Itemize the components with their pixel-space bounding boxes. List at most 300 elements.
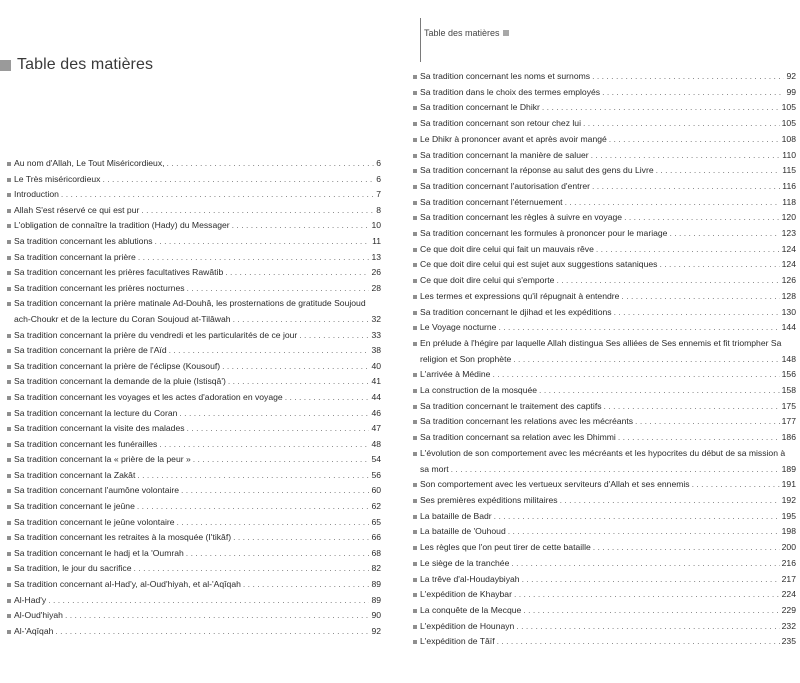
toc-page-number: 65 (371, 516, 381, 527)
toc-entry[interactable] (7, 593, 381, 609)
toc-entry-line (14, 250, 381, 266)
toc-entry-title: L'arrivée à Médine (420, 369, 491, 380)
toc-page-number: 116 (782, 180, 796, 191)
bullet-square-icon (413, 295, 417, 299)
toc-page-number: 115 (782, 165, 796, 176)
bullet-square-icon (7, 458, 11, 462)
toc-entry-line (14, 468, 381, 484)
dot-leader (492, 367, 779, 383)
bullet-square-icon (413, 640, 417, 644)
toc-entry-title: La bataille de Badr (420, 510, 492, 521)
toc-entry[interactable] (413, 179, 796, 195)
toc-entry[interactable] (413, 69, 796, 85)
toc-entry[interactable] (413, 572, 796, 588)
bullet-square-icon (7, 567, 11, 571)
dot-leader (186, 546, 370, 562)
dot-leader (609, 132, 780, 148)
toc-page-number: 47 (371, 423, 381, 434)
dot-leader (138, 250, 370, 266)
toc-entry-line (14, 172, 381, 188)
toc-entry[interactable] (7, 172, 381, 188)
toc-entry[interactable] (413, 399, 796, 415)
toc-page-number: 124 (781, 259, 796, 270)
toc-page-number: 224 (781, 589, 796, 600)
toc-page-number: 123 (781, 228, 796, 239)
toc-entry[interactable] (7, 281, 381, 297)
bullet-square-icon (413, 530, 417, 534)
toc-page-number: 62 (371, 501, 381, 512)
bullet-square-icon (7, 302, 11, 306)
toc-entry-title: La construction de la mosquée (420, 385, 538, 396)
dot-leader (299, 328, 369, 344)
toc-entry-title: Sa tradition concernant la visite des malades (14, 423, 185, 434)
dot-leader (621, 289, 779, 305)
toc-entry[interactable] (413, 195, 796, 211)
toc-entry-title: Le Dhikr à prononcer avant et après avoir mangé (420, 133, 607, 144)
toc-entry[interactable] (413, 148, 796, 164)
bullet-square-icon (413, 311, 417, 315)
toc-page-number: 108 (781, 133, 796, 144)
bullet-square-icon (7, 178, 11, 182)
bullet-square-icon (413, 154, 417, 158)
toc-page-number: 144 (781, 322, 796, 333)
toc-entry-title: Sa tradition concernant la lecture du Coran (14, 407, 178, 418)
dot-leader (494, 509, 780, 525)
dot-leader (669, 226, 779, 242)
toc-entry[interactable] (413, 226, 796, 242)
dot-leader (285, 390, 370, 406)
toc-page-number: 99 (786, 86, 796, 97)
toc-page-number: 156 (781, 369, 796, 380)
toc-entry-line (420, 556, 796, 572)
toc-entry-line (14, 390, 381, 406)
toc-page-number: 66 (371, 532, 381, 543)
bullet-square-icon (413, 593, 417, 597)
running-header-text: Table des matières (424, 28, 500, 38)
toc-page-number: 110 (782, 149, 796, 160)
toc-entry[interactable] (7, 406, 381, 422)
toc-list-right (413, 69, 796, 650)
toc-entry-line (14, 218, 381, 234)
toc-entry-line (14, 312, 381, 328)
dot-leader (635, 414, 780, 430)
dot-leader (134, 561, 370, 577)
toc-entry-title: Sa tradition concernant les retraites à la mosquée (I'tikâf) (14, 532, 232, 543)
toc-entry[interactable] (413, 603, 796, 619)
toc-entry-title: Introduction (14, 189, 59, 200)
toc-entry[interactable] (7, 577, 381, 593)
toc-entry[interactable] (7, 515, 381, 531)
toc-page-number: 41 (371, 376, 381, 387)
toc-entry-title: Sa tradition dans le choix des termes employés (420, 86, 601, 97)
bullet-square-icon (413, 420, 417, 424)
toc-page-number: 6 (376, 158, 381, 168)
toc-entry-line (420, 383, 796, 399)
bullet-square-icon (413, 389, 417, 393)
toc-page-number: 54 (371, 454, 381, 465)
toc-entry[interactable] (7, 187, 381, 203)
toc-page-number: 124 (781, 243, 796, 254)
toc-entry[interactable] (413, 163, 796, 179)
dot-leader (511, 556, 779, 572)
bullet-square-icon (7, 349, 11, 353)
toc-entry[interactable] (413, 305, 796, 321)
toc-entry-title: Sa tradition concernant al-Had'y, al-Oud'hiyah, et al-'Aqîqah (14, 579, 241, 590)
toc-entry-line (420, 414, 796, 430)
toc-entry-title: Au nom d'Allah, Le Tout Miséricordieux, (14, 158, 165, 168)
bullet-square-icon (413, 248, 417, 252)
bullet-square-icon (7, 193, 11, 197)
toc-entry-title: Sa tradition concernant le djihad et les expéditions (420, 306, 612, 317)
toc-entry-title: Sa tradition concernant les funérailles (14, 438, 158, 449)
toc-entry-title: Sa tradition concernant les relations avec les mécréants (420, 416, 634, 427)
toc-entry-title: Sa tradition concernant la Zakât (14, 469, 136, 480)
toc-entry-title: Sa tradition concernant la manière de saluer (420, 149, 589, 160)
toc-page-number: 105 (781, 102, 796, 113)
toc-entry-title-continuation: ach-Choukr et de la lecture du Coran Soujoud at-Tilâwah (14, 313, 231, 324)
bullet-square-icon (413, 185, 417, 189)
dot-leader (137, 468, 369, 484)
toc-entry-title: Sa tradition concernant le Dhikr (420, 102, 540, 113)
toc-entry[interactable] (7, 296, 381, 327)
toc-page-number: 7 (376, 189, 381, 200)
bullet-square-icon (413, 515, 417, 519)
toc-entry-title: Sa tradition concernant sa relation avec les Dhimmi (420, 432, 616, 443)
toc-entry[interactable] (7, 437, 381, 453)
toc-entry[interactable] (7, 156, 381, 172)
dot-leader (523, 603, 779, 619)
dot-leader (614, 305, 780, 321)
toc-entry-line (420, 399, 796, 415)
toc-entry-line (14, 328, 381, 344)
right-page (408, 0, 800, 683)
toc-entry[interactable] (413, 540, 796, 556)
toc-entry[interactable] (7, 499, 381, 515)
toc-entry[interactable] (7, 203, 381, 219)
toc-entry-title: Al-Had'y (14, 594, 47, 605)
toc-entry[interactable] (7, 546, 381, 562)
toc-entry-title: Sa tradition concernant l'aumône volontaire (14, 485, 180, 496)
toc-entry[interactable] (7, 624, 381, 640)
bullet-square-icon (7, 271, 11, 275)
toc-entry-line (420, 587, 796, 603)
toc-entry-line (420, 540, 796, 556)
toc-entry-title: Sa tradition concernant la prière de l'Aïd (14, 345, 167, 356)
dot-leader (596, 242, 780, 258)
toc-entry-line (420, 132, 796, 148)
dot-leader (159, 437, 369, 453)
dot-leader (243, 577, 370, 593)
toc-entry-line (420, 352, 796, 368)
dot-leader (187, 421, 370, 437)
bullet-square-icon (7, 427, 11, 431)
toc-list-left (7, 156, 381, 639)
toc-entry-title: Ce que doit dire celui qui fait un mauvais rêve (420, 243, 594, 254)
toc-entry-title: Les termes et expressions qu'il répugnait à entendre (420, 290, 620, 301)
toc-entry[interactable] (7, 234, 381, 250)
toc-entry-title: Son comportement avec les vertueux serviteurs d'Allah et ses ennemis (420, 479, 690, 490)
page-title-text: Table des matières (17, 56, 154, 73)
bullet-square-icon (413, 483, 417, 487)
toc-page-number: 38 (371, 345, 381, 356)
toc-page-number: 92 (371, 625, 381, 636)
bullet-square-icon (413, 436, 417, 440)
toc-entry[interactable] (413, 242, 796, 258)
dot-leader (656, 163, 781, 179)
toc-page-number: 191 (781, 479, 796, 490)
toc-page-number: 175 (781, 400, 796, 411)
dot-leader (542, 100, 780, 116)
toc-entry-line (420, 572, 796, 588)
toc-entry[interactable] (413, 634, 796, 650)
toc-page-number: 26 (371, 267, 381, 278)
toc-entry-line (14, 234, 381, 250)
toc-entry[interactable] (7, 343, 381, 359)
dot-leader (233, 530, 369, 546)
dot-leader (232, 218, 370, 234)
dot-leader (514, 587, 780, 603)
toc-entry-line (420, 273, 796, 289)
toc-entry[interactable] (7, 468, 381, 484)
toc-entry[interactable] (413, 367, 796, 383)
toc-entry-title: Sa tradition concernant le traitement des captifs (420, 400, 602, 411)
toc-entry[interactable] (413, 85, 796, 101)
toc-entry-line (14, 187, 381, 203)
toc-entry-title: Les règles que l'on peut tirer de cette bataille (420, 542, 591, 553)
toc-entry-title: Sa tradition concernant son retour chez lui (420, 118, 581, 129)
toc-entry[interactable] (413, 383, 796, 399)
dot-leader (55, 624, 369, 640)
dot-leader (593, 540, 780, 556)
bullet-square-icon (413, 625, 417, 629)
toc-entry[interactable] (413, 414, 796, 430)
toc-entry[interactable] (413, 289, 796, 305)
toc-page-number: 6 (376, 173, 381, 184)
toc-page-number: 186 (781, 432, 796, 443)
header-square-marker (503, 30, 509, 36)
dot-leader (583, 116, 780, 132)
bullet-square-icon (7, 365, 11, 369)
toc-entry[interactable] (413, 100, 796, 116)
dot-leader (177, 515, 370, 531)
toc-entry-line (420, 257, 796, 273)
toc-entry[interactable] (413, 587, 796, 603)
toc-entry[interactable] (7, 250, 381, 266)
bullet-square-icon (7, 599, 11, 603)
bullet-square-icon (7, 334, 11, 338)
bullet-square-icon (413, 578, 417, 582)
dot-leader (169, 343, 370, 359)
toc-entry[interactable] (7, 374, 381, 390)
toc-entry[interactable] (7, 561, 381, 577)
toc-entry-line (420, 493, 796, 509)
left-page (0, 0, 390, 683)
toc-entry-title: Sa tradition concernant la prière du vendredi et les particularités de ce jour (14, 329, 298, 340)
toc-entry[interactable] (413, 336, 796, 367)
bullet-square-icon (413, 263, 417, 267)
toc-entry-line (420, 163, 796, 179)
bullet-square-icon (413, 452, 417, 456)
toc-entry-line (14, 499, 381, 515)
toc-entry-line (420, 619, 796, 635)
toc-entry[interactable] (413, 273, 796, 289)
dot-leader (193, 452, 370, 468)
toc-page-number: 8 (376, 204, 381, 215)
toc-entry[interactable] (7, 421, 381, 437)
toc-entry-line (420, 634, 796, 650)
toc-page-number: 128 (781, 290, 796, 301)
toc-entry-line (420, 226, 796, 242)
bullet-square-icon (413, 405, 417, 409)
bullet-square-icon (413, 499, 417, 503)
toc-entry[interactable] (413, 116, 796, 132)
dot-leader (155, 234, 371, 250)
toc-entry-line (14, 265, 381, 281)
toc-entry[interactable] (7, 483, 381, 499)
toc-page-number: 48 (371, 438, 381, 449)
toc-entry[interactable] (7, 328, 381, 344)
dot-leader (604, 399, 780, 415)
toc-entry-title: Ses premières expéditions militaires (420, 494, 558, 505)
dot-leader (560, 493, 780, 509)
toc-entry-line (14, 483, 381, 499)
dot-leader (65, 608, 370, 624)
dot-leader (225, 265, 369, 281)
toc-page-number: 92 (786, 71, 796, 81)
toc-entry[interactable] (413, 320, 796, 336)
toc-entry-line (14, 593, 381, 609)
toc-entry[interactable] (7, 218, 381, 234)
bullet-square-icon (7, 536, 11, 540)
toc-entry[interactable] (7, 530, 381, 546)
toc-page-number: 44 (371, 391, 381, 402)
toc-entry-title: L'expédition de Khaybar (420, 589, 512, 600)
toc-page-number: 40 (371, 360, 381, 371)
toc-entry[interactable] (413, 509, 796, 525)
dot-leader (539, 383, 780, 399)
bullet-square-icon (413, 91, 417, 95)
toc-entry-title: Allah S'est réservé ce qui est pur (14, 204, 140, 215)
bullet-square-icon (413, 138, 417, 142)
toc-entry-line (14, 421, 381, 437)
bullet-square-icon (7, 412, 11, 416)
bullet-square-icon (7, 396, 11, 400)
toc-entry[interactable] (7, 265, 381, 281)
toc-entry-title: Le Voyage nocturne (420, 322, 497, 333)
toc-page-number: 11 (372, 235, 381, 246)
page-title (0, 56, 153, 74)
dot-leader (228, 374, 370, 390)
toc-entry[interactable] (413, 477, 796, 493)
dot-leader (618, 430, 780, 446)
bullet-square-icon (413, 279, 417, 283)
header-rule (420, 18, 421, 62)
bullet-square-icon (7, 380, 11, 384)
bullet-square-icon (7, 474, 11, 478)
dot-leader (48, 593, 369, 609)
toc-entry-title: Sa tradition concernant les ablutions (14, 235, 153, 246)
bullet-square-icon (413, 216, 417, 220)
toc-entry[interactable] (413, 524, 796, 540)
toc-page-number: 56 (371, 469, 381, 480)
toc-entry[interactable] (7, 608, 381, 624)
toc-entry[interactable] (413, 556, 796, 572)
toc-entry-title: Sa tradition concernant la prière (14, 251, 136, 262)
dot-leader (179, 406, 369, 422)
toc-entry[interactable] (413, 257, 796, 273)
dot-leader (592, 179, 780, 195)
toc-entry-title: La trêve d'al-Houdaybiyah (420, 573, 520, 584)
toc-entry[interactable] (7, 390, 381, 406)
toc-entry-title: Sa tradition concernant le hadj et la 'Oumrah (14, 547, 184, 558)
dot-leader (187, 281, 370, 297)
toc-page-number: 33 (371, 329, 381, 340)
toc-entry[interactable] (7, 452, 381, 468)
toc-entry[interactable] (413, 430, 796, 446)
dot-leader (61, 187, 374, 203)
toc-entry[interactable] (413, 132, 796, 148)
toc-entry[interactable] (413, 446, 796, 477)
bullet-square-icon (413, 169, 417, 173)
dot-leader (659, 257, 779, 273)
toc-entry[interactable] (413, 619, 796, 635)
toc-entry-title: La conquête de la Mecque (420, 604, 522, 615)
dot-leader (497, 634, 780, 650)
toc-entry-title: Ce que doit dire celui qui s'emporte (420, 275, 555, 286)
bullet-square-icon (413, 342, 417, 346)
toc-page-number: 68 (371, 547, 381, 558)
toc-entry-line (14, 546, 381, 562)
toc-entry-line (420, 179, 796, 195)
bullet-square-icon (413, 562, 417, 566)
toc-page-number: 60 (371, 485, 381, 496)
toc-entry-line (14, 437, 381, 453)
bullet-square-icon (7, 630, 11, 634)
toc-entry-line (420, 69, 796, 85)
dot-leader (516, 619, 779, 635)
toc-entry-title: L'expédition de Tâïf (420, 636, 495, 647)
toc-page-number: 46 (371, 407, 381, 418)
toc-entry-title: Sa tradition concernant les prières nocturnes (14, 282, 185, 293)
toc-entry-line (14, 406, 381, 422)
dot-leader (513, 352, 779, 368)
dot-leader (602, 85, 784, 101)
bullet-square-icon (7, 505, 11, 509)
toc-entry-line (420, 195, 796, 211)
dot-leader (233, 312, 370, 328)
toc-entry-line (420, 100, 796, 116)
toc-page-number: 177 (781, 416, 796, 427)
dot-leader (167, 156, 375, 172)
toc-entry[interactable] (413, 210, 796, 226)
bullet-square-icon (7, 224, 11, 228)
toc-entry-line (420, 85, 796, 101)
toc-page-number: 217 (781, 573, 796, 584)
toc-page-number: 189 (781, 463, 796, 474)
dot-leader (556, 273, 779, 289)
toc-entry-line (14, 359, 381, 375)
toc-entry-title: L'obligation de connaître la tradition (Hady) du Messager (14, 220, 230, 231)
dot-leader (591, 148, 781, 164)
toc-entry-line (420, 320, 796, 336)
toc-entry[interactable] (413, 493, 796, 509)
toc-entry-title: Ce que doit dire celui qui est sujet aux suggestions sataniques (420, 259, 658, 270)
toc-page-number: 200 (781, 542, 796, 553)
toc-entry-line (420, 289, 796, 305)
bullet-square-icon (7, 209, 11, 213)
dot-leader (508, 524, 780, 540)
toc-entry[interactable] (7, 359, 381, 375)
